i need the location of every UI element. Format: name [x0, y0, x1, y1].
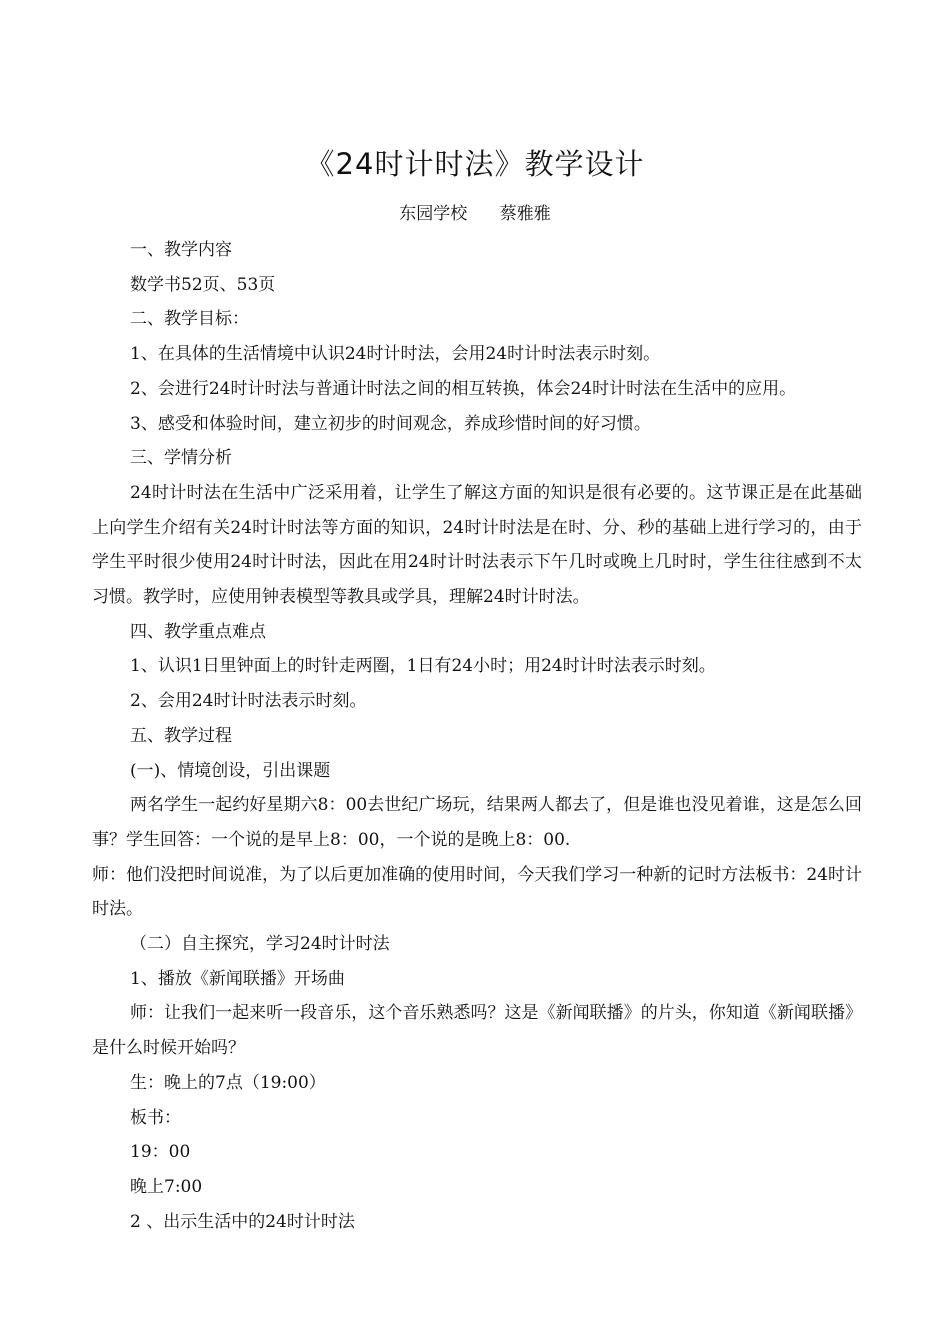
- paragraph: 2、会用24时计时法表示时刻。: [130, 691, 367, 712]
- document-title: 《24时计时法》教学设计: [305, 147, 645, 181]
- paragraph: 数学书52页、53页: [130, 274, 276, 295]
- paragraph: 3、感受和体验时间，建立初步的时间观念，养成珍惜时间的好习惯。: [130, 413, 651, 434]
- paragraph: 生：晚上的7点（19:00）: [130, 1072, 326, 1093]
- document-body: [92, 233, 862, 1239]
- section-heading-content: 一、教学内容: [130, 240, 232, 260]
- paragraph: 晚上7:00: [130, 1176, 203, 1197]
- paragraph: 师：让我们一起来听一段音乐，这个音乐熟悉吗？这是《新闻联播》的片头，你知道《新闻联播》是什么时候开始吗？: [92, 1003, 862, 1059]
- paragraph: 24时计时法在生活中广泛采用着，让学生了解这方面的知识是很有必要的。这节课正是在此基础上向学生介绍有关24时计时法等方面的知识，24时计时法是在时、分、秒的基础上进行学习的，由于学生平时很少使用24时计时法，因此在用24时计时法表示下午几时或晚上几时时，学生往往感到不太习惯。教学时，应使用钟表模型等教具或学具，理解24时计时法。: [92, 482, 862, 608]
- subsection-heading: （二）自主探究，学习24时计时法: [130, 934, 390, 955]
- paragraph: 1、在具体的生活情境中认识24时计时法，会用24时计时法表示时刻。: [130, 344, 661, 365]
- author-byline: 东园学校 蔡雅雅: [399, 204, 551, 224]
- paragraph: 师：他们没把时间说准，为了以后更加准确的使用时间，今天我们学习一种新的记时方法板书：24时计时法。: [92, 864, 862, 920]
- paragraph: 2 、出示生活中的24时计时法: [130, 1211, 355, 1232]
- section-heading-goals: 二、教学目标：: [130, 309, 249, 330]
- paragraph: 19：00: [130, 1142, 191, 1163]
- section-heading-analysis: 三、学情分析: [130, 448, 232, 469]
- paragraph: 1、播放《新闻联播》开场曲: [130, 968, 345, 989]
- paragraph: 两名学生一起约好星期六8：00去世纪广场玩，结果两人都去了，但是谁也没见着谁，这是怎么回事？学生回答：一个说的是早上8：00，一个说的是晚上8：00.: [92, 795, 862, 850]
- paragraph: 板书：: [130, 1107, 181, 1128]
- section-heading-key-points: 四、教学重点难点: [130, 621, 266, 642]
- section-heading-process: 五、教学过程: [130, 725, 232, 746]
- subsection-heading: (一)、情境创设，引出课题: [130, 760, 331, 781]
- paragraph: 1、认识1日里钟面上的时针走两圈，1日有24小时；用24时计时法表示时刻。: [130, 656, 716, 677]
- paragraph: 2、会进行24时计时法与普通计时法之间的相互转换，体会24时计时法在生活中的应用。: [130, 378, 797, 399]
